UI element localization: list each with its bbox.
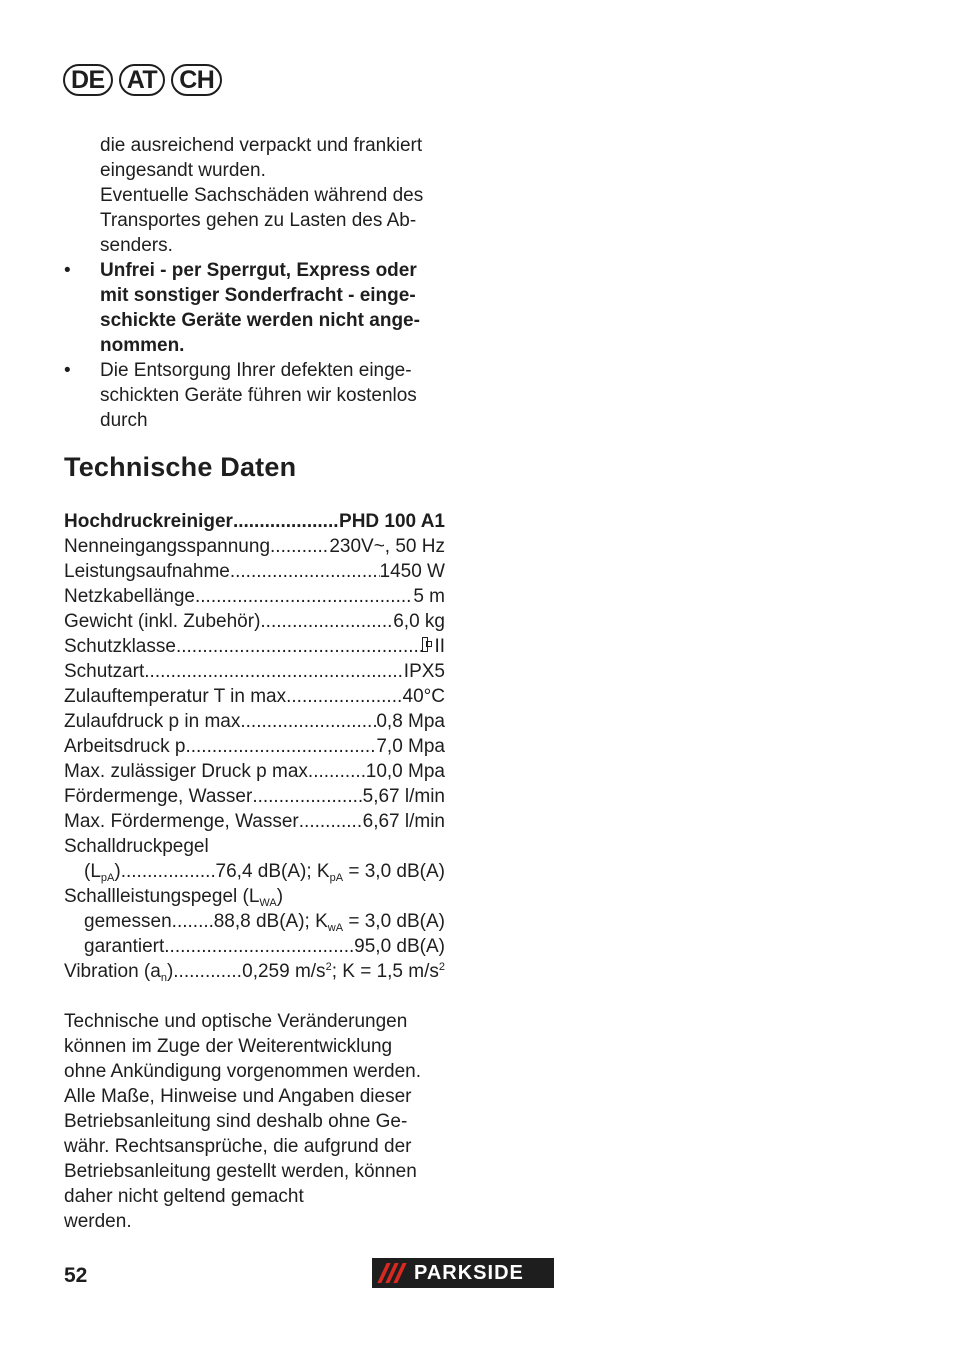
spec-row-protection-class: [64, 634, 445, 659]
spec-row-ip-rating: [64, 659, 445, 684]
text-line: werden.: [64, 1211, 132, 1232]
leader-dots: [176, 634, 422, 659]
spec-label: Netzkabellänge: [64, 586, 195, 607]
spec-value: 5,67 l/min: [362, 786, 445, 807]
text-line: Die Entsorgung Ihrer defekten einge-: [100, 360, 412, 381]
parkside-logo: [372, 1258, 554, 1288]
spec-label: Hochdruckreiniger: [64, 511, 233, 532]
text-line: eingesandt wurden.: [100, 160, 266, 181]
spec-row-sound-power-guaranteed: [64, 934, 445, 959]
badge-at: AT: [119, 64, 165, 96]
text-line: Transportes gehen zu Lasten des Ab-: [100, 210, 417, 231]
spec-value: 76,4 dB(A); $K_{pA} = 3,0$ dB(A): [215, 861, 445, 884]
spec-value: 10,0 Mpa: [365, 761, 445, 782]
text-line: Alle Maße, Hinweise und Angaben dieser: [64, 1086, 412, 1107]
spec-row-max-pressure: [64, 759, 445, 784]
spec-label: Arbeitsdruck p: [64, 736, 186, 757]
text-line: Unfrei - per Sperrgut, Express oder: [100, 260, 417, 281]
text-line: Betriebsanleitung gestellt werden, können: [64, 1161, 417, 1182]
leader-dots: [164, 934, 354, 959]
bullet-item-unfrei: [64, 258, 448, 358]
text-line: die ausreichend verpackt und frankiert: [100, 135, 423, 156]
spec-row-weight: [64, 609, 445, 634]
spec-value: 0,8 Mpa: [376, 711, 445, 732]
brand-name: PARKSIDE: [414, 1261, 524, 1284]
text-line: Technische und optische Veränderungen: [64, 1011, 408, 1032]
leader-dots: [299, 809, 363, 834]
spec-row-vibration: [64, 959, 445, 984]
spec-label: garantiert: [84, 936, 165, 957]
spec-value: IPX5: [403, 661, 445, 682]
spec-value: 40°C: [402, 686, 445, 707]
spec-label: Schutzklasse: [64, 636, 176, 657]
leader-dots: [291, 684, 402, 709]
sound-power-title: Schallleistungspegel $(L_{WA})$: [64, 886, 284, 909]
spec-label: Zulauftemperatur T in max.: [64, 686, 292, 707]
spec-value: 230V~, 50 Hz: [329, 536, 445, 557]
spec-value: PHD 100 A1: [339, 511, 445, 532]
intro-text: [64, 133, 448, 433]
text-line: senders.: [100, 235, 173, 256]
leader-dots: [230, 559, 380, 584]
text-line: nommen.: [100, 335, 185, 356]
leader-dots: [313, 759, 366, 784]
bullet-item-entsorgung: [64, 358, 448, 433]
spec-value: 1450 W: [379, 561, 445, 582]
spec-label: $(L_{pA})$: [84, 861, 121, 884]
spec-label: Leistungsaufnahme: [64, 561, 230, 582]
spec-row-model: [64, 509, 445, 534]
spec-value: 95,0 dB(A): [354, 936, 445, 957]
logo-stripes-icon: [372, 1258, 412, 1288]
text-line: daher nicht geltend gemacht: [64, 1186, 304, 1207]
spec-label: Max. Fördermenge, Wasser: [64, 811, 299, 832]
spec-row-max-flow: [64, 809, 445, 834]
intro-para-2: [64, 183, 448, 258]
leader-dots: [270, 534, 329, 559]
spec-row-voltage: [64, 534, 445, 559]
intro-para-1: [64, 133, 448, 183]
noise-title: Schalldruckpegel: [64, 836, 209, 857]
spec-value: 5 m: [413, 586, 445, 607]
spec-label: Fördermenge, Wasser: [64, 786, 253, 807]
leader-dots: [173, 959, 242, 984]
spec-row-power: [64, 559, 445, 584]
spec-value: 7,0 Mpa: [376, 736, 445, 757]
text-line: ohne Ankündigung vorgenommen werden.: [64, 1061, 422, 1082]
text-line: durch: [100, 410, 148, 431]
leader-dots: [252, 784, 362, 809]
spec-row-inlet-temp: [64, 684, 445, 709]
text-line: schickten Geräte führen wir kostenlos: [100, 385, 417, 406]
badge-de: DE: [63, 64, 113, 96]
leader-dots: [233, 509, 339, 534]
spec-label: gemessen: [84, 911, 172, 932]
text-line: schickte Geräte werden nicht ange-: [100, 310, 420, 331]
spec-value: 6,0 kg: [393, 611, 445, 632]
bullet-icon: •: [64, 260, 71, 281]
spec-row-sound-power-measured: [64, 909, 445, 934]
country-badges: [63, 64, 222, 96]
leader-dots: [260, 609, 393, 634]
spec-label: Nenneingangsspannung: [64, 536, 271, 557]
spec-label: Gewicht (inkl. Zubehör): [64, 611, 261, 632]
spec-row-cable: [64, 584, 445, 609]
spec-value: 6,67 l/min: [362, 811, 445, 832]
leader-dots: [195, 584, 413, 609]
spec-row-flow: [64, 784, 445, 809]
leader-dots: [121, 859, 216, 884]
text-line: können im Zuge der Weiterentwicklung: [64, 1036, 393, 1057]
spec-row-inlet-pressure: [64, 709, 445, 734]
page-number: 52: [64, 1264, 88, 1287]
spec-value: 0,259 $m/s^2$; K = 1,5 $m/s^2$: [242, 961, 445, 982]
spec-label: Schutzart: [64, 661, 145, 682]
text-line: mit sonstiger Sonderfracht - einge-: [100, 285, 416, 306]
protection-class-ii-icon: [422, 637, 429, 652]
spec-row-working-pressure: [64, 734, 445, 759]
technical-data-list: [64, 509, 445, 984]
leader-dots: [246, 709, 377, 734]
leader-dots: [185, 734, 376, 759]
bullet-icon: •: [64, 360, 71, 381]
spec-value: 88,8 dB(A); $K_{wA} = 3,0$ dB(A): [213, 911, 445, 934]
text-line: Betriebsanleitung sind deshalb ohne Ge-: [64, 1111, 408, 1132]
spec-label: Zulaufdruck p in max.: [64, 711, 246, 732]
spec-label: Vibration $(a_n)$: [64, 961, 174, 984]
spec-label: Max. zulässiger Druck p max.: [64, 761, 314, 782]
text-line: währ. Rechtsansprüche, die aufgrund der: [64, 1136, 412, 1157]
spec-row-sound-pressure: [64, 859, 445, 884]
spec-value: II: [434, 636, 445, 657]
leader-dots: [144, 659, 404, 684]
text-line: Eventuelle Sachschäden während des: [100, 185, 424, 206]
disclaimer-paragraph: [64, 1009, 448, 1234]
badge-ch: CH: [171, 64, 222, 96]
leader-dots: [172, 909, 214, 934]
section-title: Technische Daten: [64, 452, 297, 482]
